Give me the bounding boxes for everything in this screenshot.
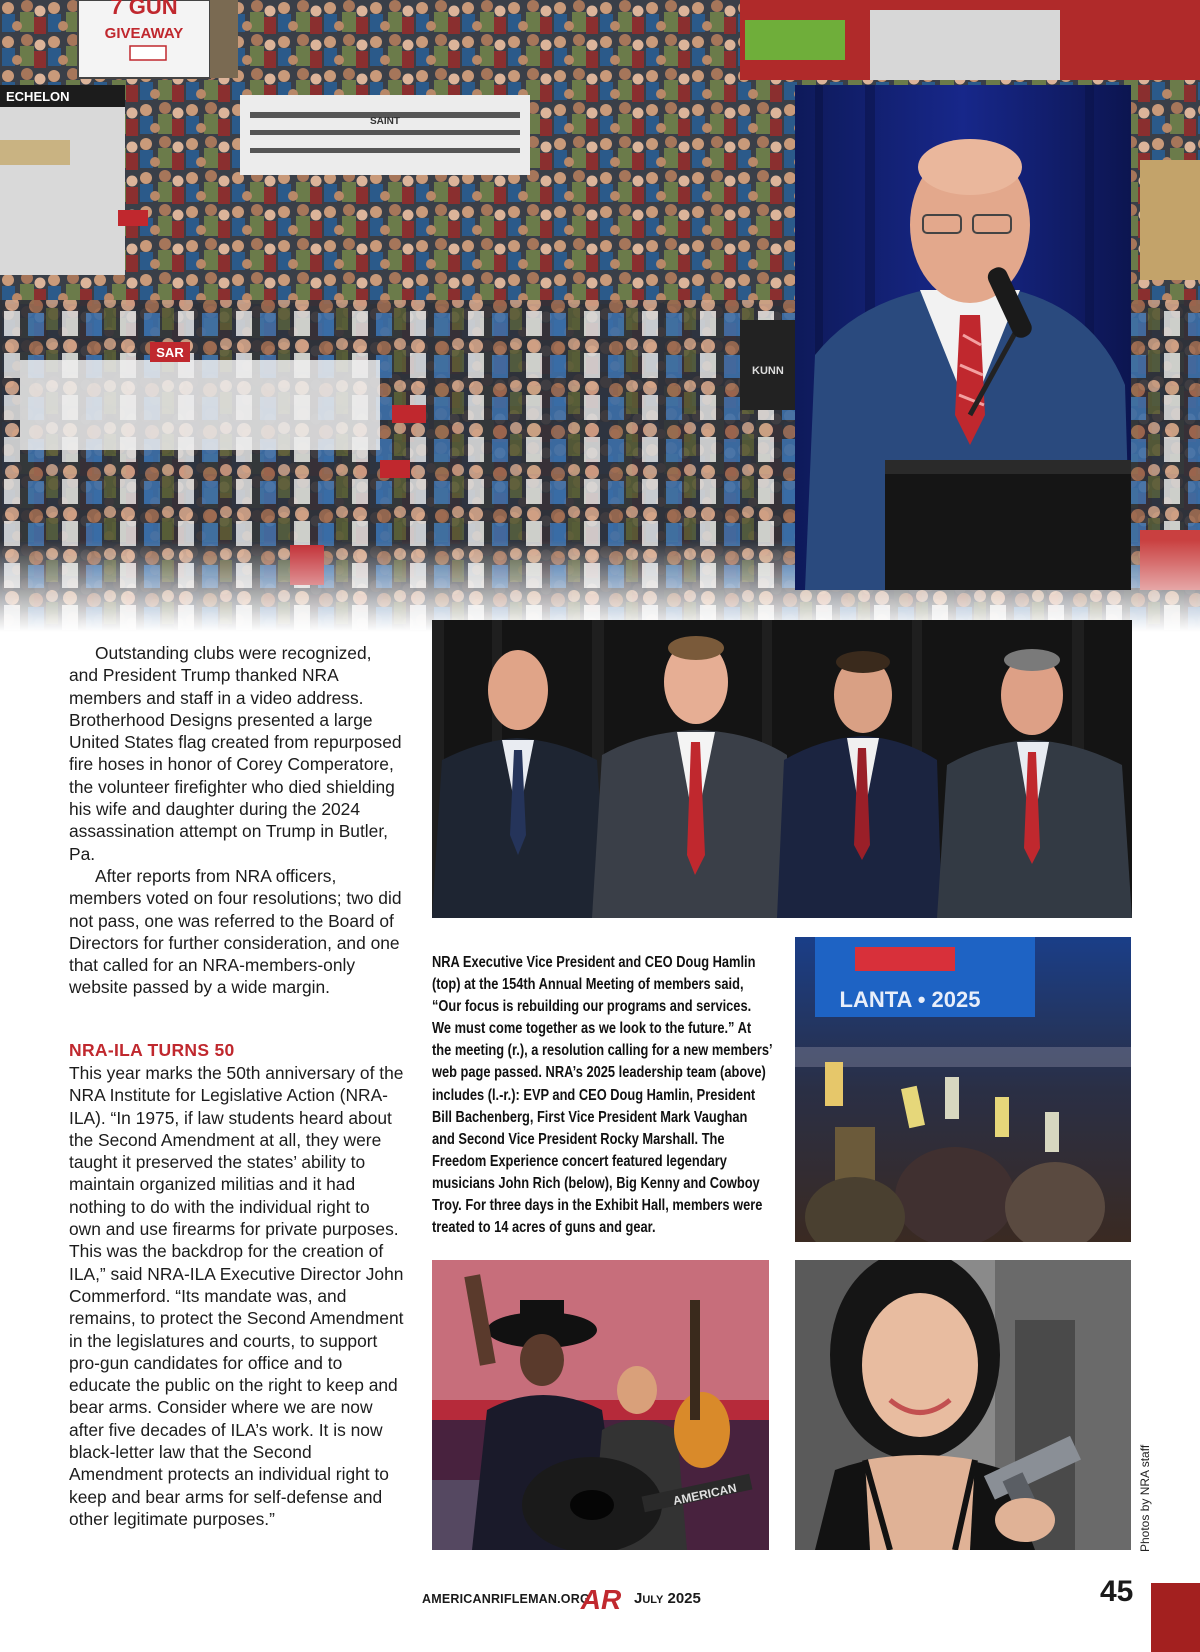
nra-leadership-team-photo <box>432 620 1132 918</box>
saint-booth-sign: SAINT <box>370 116 400 127</box>
echelon-booth-sign: ECHELON <box>6 89 70 104</box>
giveaway-sign-bottom: GIVEAWAY <box>104 25 184 42</box>
annual-meeting-vote-photo <box>795 937 1131 1242</box>
section-subhead: NRA-ILA TURNS 50 <box>69 1040 235 1060</box>
paragraph-clubs-recognized: Outstanding clubs were recognized, and President Trump thanked NRA members and staff in a video address. Brotherhood Designs presented a large United States flag created from repurposed fire hoses in honor of Corey Comperatore, the volunteer firefighter who died shielding his wife and daughter during the 2024 assassination attempt on Trump in Butler, Pa. <box>69 643 402 864</box>
kunn-booth-sign: KUNN <box>752 365 784 377</box>
issue-date: July 2025 <box>634 1590 701 1607</box>
article-body-bottom <box>69 1062 405 1530</box>
paragraph-resolutions: After reports from NRA officers, members voted on four resolutions; two did not pass, one was referred to the Board of Directors for further consideration, and one that called for an NRA-members-only website passed by a wide margin. <box>69 865 402 998</box>
footer-website-link[interactable]: AMERICANRIFLEMAN.ORG <box>422 1592 590 1606</box>
freedom-experience-concert-photo <box>432 1260 769 1550</box>
sar-sign: SAR <box>156 345 184 360</box>
photo-credit: Photos by NRA staff <box>1138 1444 1152 1552</box>
exhibit-hall-attendee-photo <box>795 1260 1131 1550</box>
lanta-2025-banner: LANTA • 2025 <box>839 987 981 1012</box>
paragraph-nra-ila: This year marks the 50th anniversary of the NRA Institute for Legislative Action (NRA-ILA). “In 1975, if law students heard about the Second Amendment at all, they were taught it preserved the states’ ability to maintain organized militias and it had nothing to do with the individual right to own and use firearms for private purposes. This was the backdrop for the creation of ILA,” said NRA-ILA Executive Director John Commerford. “Its mandate was, and remains, to protect the Second Amendment in the legislatures and courts, to support pro-gun candidates for office and to educate the public on the right to keep and bear arms. Consider where we are now after five decades of ILA’s work. It is now black-letter law that the Second Amendment protects an individual right to keep and bear arms for self-defense and other legitimate purposes.” <box>69 1063 404 1529</box>
guitar-american-text: AMERICAN <box>671 1480 738 1508</box>
logo-text: AR <box>580 1584 622 1613</box>
article-body-top <box>69 642 405 999</box>
page-number: 45 <box>1100 1575 1134 1608</box>
giveaway-sign-top: 7 GUN <box>110 0 178 19</box>
photo-caption: NRA Executive Vice President and CEO Doug Hamlin (top) at the 154th Annual Meeting of members said, “Our focus is rebuilding our programs and services. We must come together as we look to the future.” At the meeting (r.), a resolution calling for a new members’ web page passed. NRA’s 2025 leadership team (above) includes (l.-r.): EVP and CEO Doug Hamlin, President Bill Bachenberg, First Vice President Mark Vaughan and Second Vice President Rocky Marshall. The Freedom Experience concert featured legendary musicians John Rich (below), Big Kenny and Cowboy Troy. For three days in the Exhibit Hall, members were treated to 14 acres of guns and gear. <box>432 954 772 1237</box>
american-rifleman-logo <box>572 1583 630 1613</box>
page-edge-tab <box>1151 1583 1200 1652</box>
doug-hamlin-speaker-photo <box>795 85 1131 590</box>
